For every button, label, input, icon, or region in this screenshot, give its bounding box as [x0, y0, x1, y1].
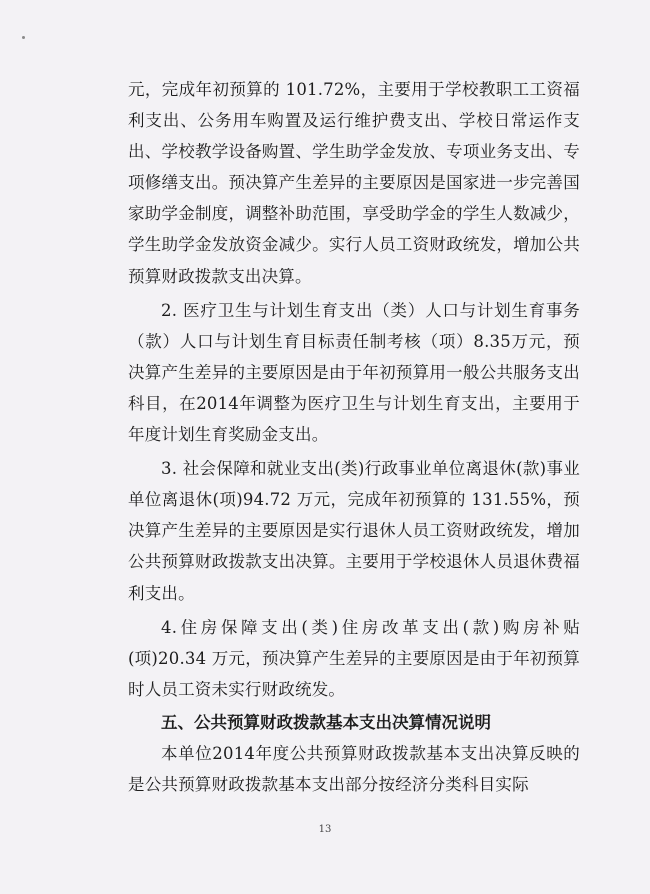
paragraph-continuation: 元，完成年初预算的 101.72%，主要用于学校教职工工资福利支出、公务用车购置及运行维护费支出、学校日常运作支出、学校教学设备购置、学生助学金发放、专项业务支出、专项修缮支出。预决算产生差异的主要原因是国家进一步完善国家助学金制度，调整补助范围，享受助学金的学生人数减少，学生助学金发放资金减少。实行人员工资财政统发，增加公共预算财政拨款支出决算。 — [128, 80, 580, 286]
page-number: 13 — [318, 824, 332, 835]
document-body — [128, 74, 580, 802]
paragraph-item-2: 2. 医疗卫生与计划生育支出（类）人口与计划生育事务（款）人口与计划生育目标责任制考核（项）8.35万元，预决算产生差异的主要原因是由于年初预算用一般公共服务支出科目，在2014年调整为医疗卫生与计划生育支出，主要用于年度计划生育奖励金支出。 — [128, 300, 580, 445]
section-heading: 五、公共预算财政拨款基本支出决算情况说明 — [161, 712, 491, 732]
scan-speck — [22, 36, 25, 39]
paragraph-item-4: 4.住房保障支出(类)住房改革支出(款)购房补贴(项)20.34 万元，预决算产生差异的主要原因是由于年初预算时人员工资未实行财政统发。 — [128, 617, 580, 699]
paragraph-item-3: 3. 社会保障和就业支出(类)行政事业单位离退休(款)事业单位离退休(项)94.72 万元，完成年初预算的 131.55%，预决算产生差异的主要原因是实行退休人员工资财政统发，增加公共预算财政拨款支出决算。主要用于学校退休人员退休费福利支出。 — [128, 459, 580, 603]
section-paragraph: 本单位2014年度公共预算财政拨款基本支出决算反映的是公共预算财政拨款基本支出部分按经济分类科目实际 — [128, 743, 580, 794]
